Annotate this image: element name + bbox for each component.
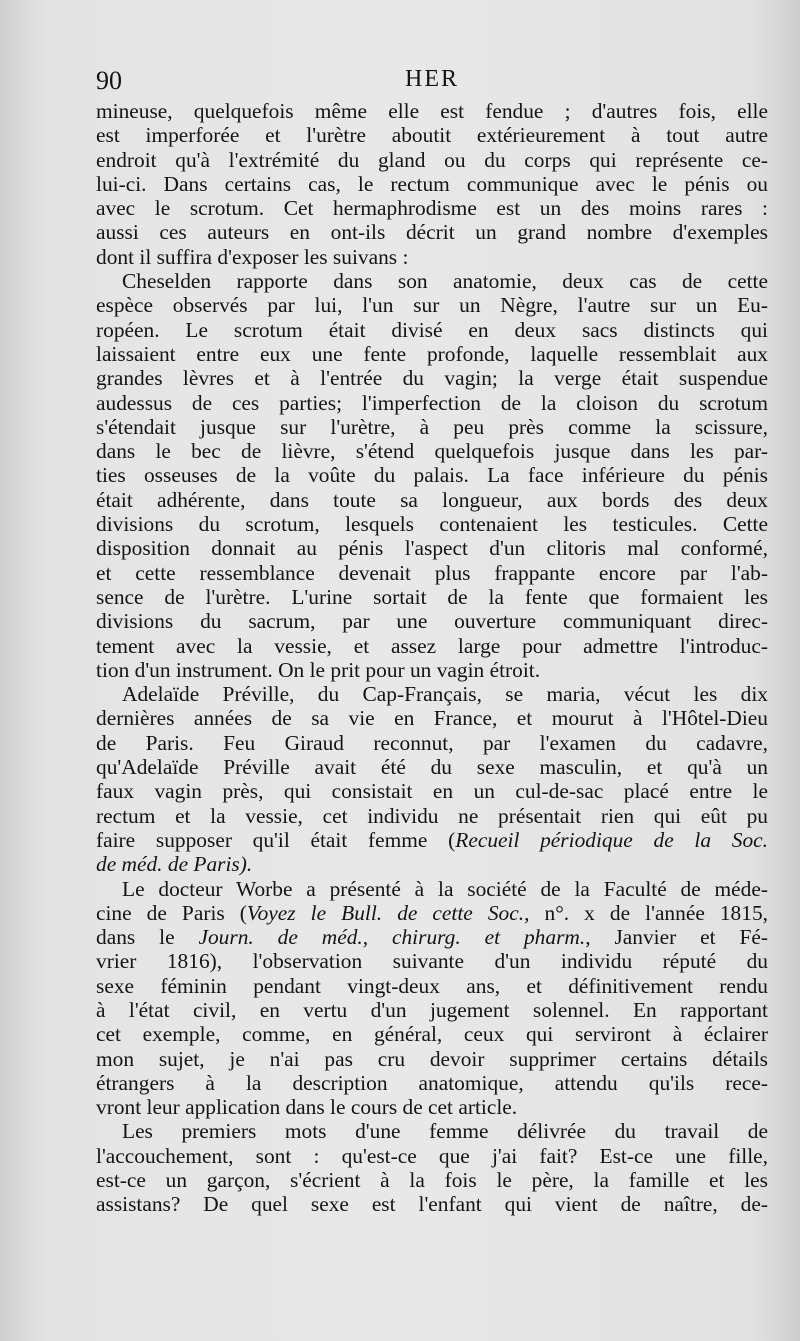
- text-line: avec le scrotum. Cet hermaphrodisme est un des moins rares :: [96, 196, 768, 221]
- paragraph-2: [96, 269, 768, 682]
- text-line: [96, 925, 768, 949]
- text-line: de Paris. Feu Giraud reconnut, par l'examen du cadavre,: [96, 730, 768, 755]
- text-line: Le docteur Worbe a présenté à la société de la Faculté de méde-: [122, 876, 768, 901]
- text-line: audessus de ces parties; l'imperfection de la cloison du scrotum: [96, 390, 768, 415]
- text-line: cet exemple, comme, en général, ceux qui serviront à éclairer: [96, 1022, 768, 1047]
- text-line: dans le bec de lièvre, s'étend quelquefois jusque dans les par-: [96, 439, 768, 464]
- text-line: mon sujet, je n'ai pas cru devoir supprimer certains détails: [96, 1046, 768, 1071]
- text-line: dernières années de sa vie en France, et mourut à l'Hôtel-Dieu: [96, 706, 768, 731]
- text-line: ropéen. Le scrotum était divisé en deux sacs distincts qui: [96, 317, 768, 342]
- paragraph-4: [96, 877, 768, 1120]
- text-line: [96, 828, 768, 852]
- text-line: à l'état civil, en vertu d'un jugement solennel. En rapportant: [96, 997, 768, 1022]
- text-line: assistans? De quel sexe est l'enfant qui vient de naître, de-: [96, 1192, 768, 1217]
- paragraph-5: [96, 1119, 768, 1216]
- text-fragment: , Janvier et Fé-: [585, 925, 768, 950]
- text-line: endroit qu'à l'extrémité du gland ou du corps qui représente ce-: [96, 147, 768, 172]
- text-line: laissaient entre eux une fente profonde, laquelle ressemblait aux: [96, 341, 768, 366]
- running-head: HER: [405, 66, 459, 92]
- citation-recueil-continued: de méd. de Paris).: [96, 852, 253, 877]
- text-line: Les premiers mots d'une femme délivrée du travail de: [122, 1119, 768, 1144]
- text-fragment: , n°. x de l'année 1815,: [524, 900, 768, 925]
- text-line: vront leur application dans le cours de cet article.: [96, 1095, 518, 1120]
- text-fragment: dans le: [96, 925, 199, 950]
- text-line: est imperforée et l'urètre aboutit extérieurement à tout autre: [96, 123, 768, 148]
- citation-bulletin: Voyez le Bull. de cette Soc.: [246, 900, 525, 925]
- text-line: et cette ressemblance devenait plus frappante encore par l'ab-: [96, 560, 768, 585]
- text-line: aussi ces auteurs en ont-ils décrit un grand nombre d'exemples: [96, 220, 768, 245]
- page-header: [96, 64, 768, 98]
- text-fragment: faire supposer qu'il était femme (: [96, 827, 456, 852]
- text-line: [96, 901, 768, 925]
- text-line: l'accouchement, sont : qu'est-ce que j'ai fait? Est-ce une fille,: [96, 1143, 768, 1168]
- text-line: s'étendait jusque sur l'urètre, à peu près comme la scissure,: [96, 414, 768, 439]
- text-line: dont il suffira d'exposer les suivans :: [96, 244, 409, 269]
- text-line: lui-ci. Dans certains cas, le rectum communique avec le pénis ou: [96, 171, 768, 196]
- text-line: disposition donnait au pénis l'aspect d'un clitoris mal conformé,: [96, 536, 768, 561]
- text-line: mineuse, quelquefois même elle est fendue ; d'autres fois, elle: [96, 99, 768, 123]
- text-line: Cheselden rapporte dans son anatomie, deux cas de cette: [122, 269, 768, 294]
- citation-recueil: Recueil périodique de la Soc.: [455, 827, 768, 852]
- text-line: espèce observés par lui, l'un sur un Nègre, l'autre sur un Eu-: [96, 293, 768, 318]
- text-line: divisions du scrotum, lesquels contenaient les testicules. Cette: [96, 512, 768, 537]
- text-fragment: cine de Paris (: [96, 900, 247, 925]
- text-line: divisions du sacrum, par une ouverture communiquant direc-: [96, 609, 768, 634]
- text-line: [96, 852, 768, 876]
- body-text: [96, 99, 768, 1217]
- citation-journal: Journ. de méd., chirurg. et pharm.: [198, 925, 586, 950]
- text-line: ties osseuses de la voûte du palais. La face inférieure du pénis: [96, 463, 768, 488]
- text-line: rectum et la vessie, cet individu ne présentait rien qui eût pu: [96, 803, 768, 828]
- text-line: sence de l'urètre. L'urine sortait de la fente que formaient les: [96, 584, 768, 609]
- text-line: grandes lèvres et à l'entrée du vagin; la verge était suspendue: [96, 366, 768, 391]
- paragraph-1: [96, 99, 768, 269]
- text-line: tement avec la vessie, et assez large pour admettre l'introduc-: [96, 633, 768, 658]
- text-line: est-ce un garçon, s'écrient à la fois le père, la famille et les: [96, 1168, 768, 1193]
- text-line: étrangers à la description anatomique, attendu qu'ils rece-: [96, 1070, 768, 1095]
- page-number: 90: [96, 66, 122, 95]
- paragraph-3: [96, 682, 768, 876]
- text-line: sexe féminin pendant vingt-deux ans, et définitivement rendu: [96, 973, 768, 998]
- text-line: faux vagin près, qui consistait en un cul-de-sac placé entre le: [96, 779, 768, 804]
- text-line: Adelaïde Préville, du Cap-Français, se maria, vécut les dix: [122, 682, 768, 707]
- text-line: qu'Adelaïde Préville avait été du sexe masculin, et qu'à un: [96, 755, 768, 780]
- text-line: tion d'un instrument. On le prit pour un vagin étroit.: [96, 657, 541, 682]
- text-line: vrier 1816), l'observation suivante d'un individu réputé du: [96, 949, 768, 974]
- text-line: était adhérente, dans toute sa longueur, aux bords des deux: [96, 487, 768, 512]
